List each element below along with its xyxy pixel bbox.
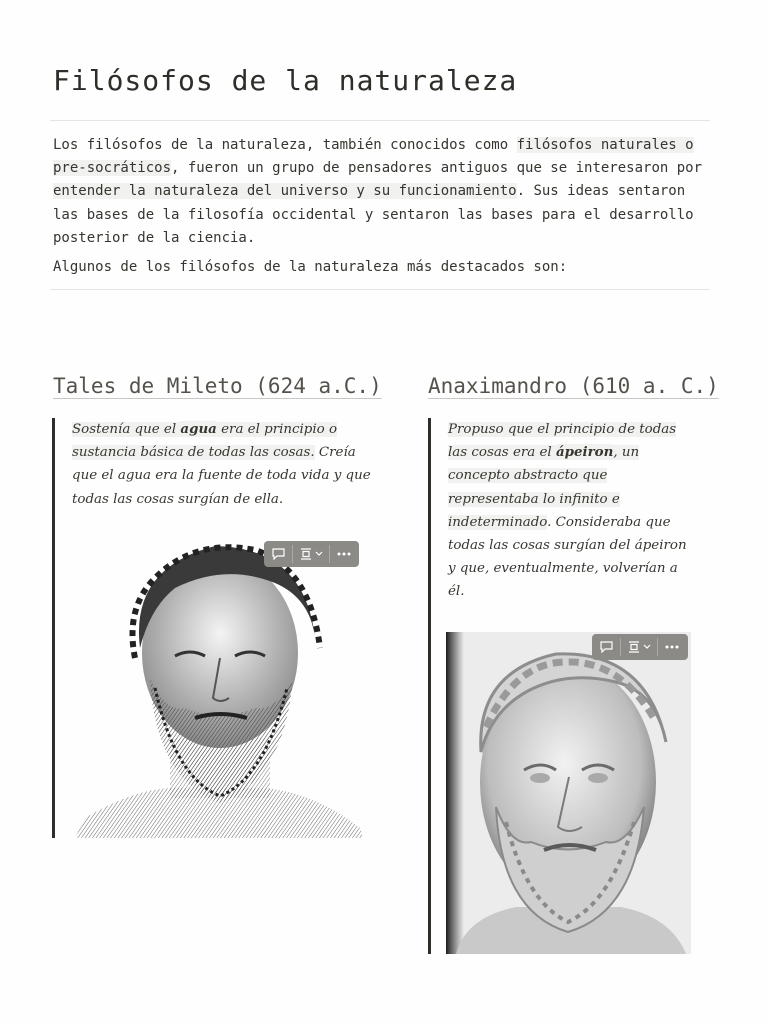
- portrait-image: [75, 538, 363, 838]
- image-toolbar: [592, 634, 688, 660]
- philosopher-portrait[interactable]: [75, 538, 363, 838]
- comment-icon[interactable]: [264, 541, 292, 567]
- intro-text: Los filósofos de la naturaleza, también conocidos como: [53, 137, 517, 153]
- page-title: Filósofos de la naturaleza: [53, 64, 518, 97]
- align-icon: [300, 548, 312, 560]
- intro-text: . Sus ideas sentaron las bases de la filosofía occidental y sentaron las bases para el desarrollo posterior de la ciencia.: [53, 183, 694, 246]
- more-icon[interactable]: [330, 541, 358, 567]
- intro-paragraph: [53, 134, 703, 250]
- highlight-text: filósofos naturales o pre-socráticos: [53, 137, 694, 177]
- align-icon: [628, 641, 640, 653]
- more-icon[interactable]: [658, 634, 686, 660]
- intro-text: , fueron un grupo de pensadores antiguos que se interesaron por: [171, 160, 703, 177]
- chevron-down-icon: [315, 551, 323, 557]
- quote-text: Propuso que el principio de todas las cosas era el ápeiron, un concepto abstracto que representaba lo infinito e indeterminado. Consideraba que todas las cosas surgían del ápeiron y que, eventualmente, volverían a él.: [448, 422, 687, 600]
- comment-icon[interactable]: [592, 634, 620, 660]
- divider: [50, 120, 710, 121]
- philosopher-portrait[interactable]: [446, 632, 691, 954]
- chevron-down-icon: [643, 644, 651, 650]
- portrait-image: [446, 632, 691, 954]
- align-dropdown[interactable]: [621, 634, 657, 660]
- intro-lead: Algunos de los filósofos de la naturaleza más destacados son:: [53, 259, 568, 275]
- image-toolbar: [264, 541, 359, 567]
- quote-text: Sostenía que el agua era el principio o sustancia básica de todas las cosas. Creía que el agua era la fuente de toda vida y que todas las cosas surgían de ella.: [72, 421, 371, 507]
- divider: [50, 289, 710, 290]
- philosopher-heading: Tales de Mileto (624 a.C.): [53, 374, 382, 398]
- align-dropdown[interactable]: [293, 541, 329, 567]
- highlight-text: entender la naturaleza del universo y su funcionamiento: [53, 183, 517, 200]
- philosopher-heading: Anaximandro (610 a. C.): [428, 374, 719, 398]
